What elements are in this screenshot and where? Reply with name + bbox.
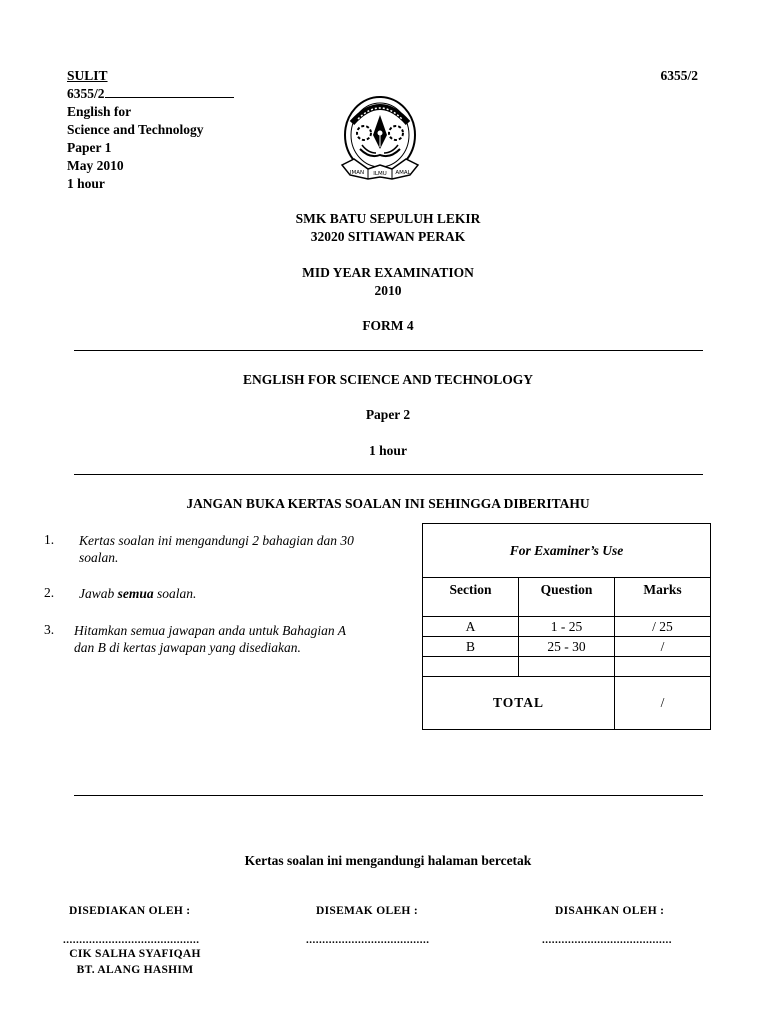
divider-3	[74, 795, 703, 796]
instruction-1-line1: Kertas soalan ini mengandungi 2 bahagian dan 30	[79, 533, 354, 548]
instruction-1	[79, 532, 409, 566]
warning-text: JANGAN BUKA KERTAS SOALAN INI SEHINGGA DIBERITAHU	[186, 496, 590, 511]
exam-duration: 1 hour	[369, 443, 407, 458]
subject-line1: English for	[67, 104, 132, 119]
exam-date: May 2010	[67, 158, 124, 173]
row-empty-marks	[615, 657, 711, 677]
exam-subject: ENGLISH FOR SCIENCE AND TECHNOLOGY	[242, 372, 534, 387]
instruction-2-post: soalan.	[153, 586, 197, 601]
total-value: /	[615, 677, 711, 730]
prepared-by-name-line1: CIK SALHA SYAFIQAH	[69, 948, 201, 960]
crest-motto-center: ILMU	[373, 171, 387, 177]
total-label: TOTAL	[423, 677, 615, 730]
row-a-marks: / 25	[615, 617, 711, 637]
col-header-marks: Marks	[615, 578, 711, 617]
checked-by-label: DISEMAK OLEH :	[316, 905, 418, 917]
instruction-3-line2: dan B di kertas jawapan yang disediakan.	[74, 640, 301, 655]
instruction-1-line2: soalan.	[79, 550, 119, 565]
row-b-marks: /	[615, 637, 711, 657]
instruction-1-number: 1.	[44, 532, 55, 547]
instruction-3-line1: Hitamkan semua jawapan anda untuk Bahagian A	[74, 623, 346, 638]
row-b-section: B	[423, 637, 519, 657]
examiner-table-title: For Examiner’s Use	[423, 524, 711, 578]
row-a-question: 1 - 25	[519, 617, 615, 637]
sulit-label: SULIT	[67, 68, 108, 83]
divider-1	[74, 350, 703, 351]
prepared-by-signature-line: ..........................................	[63, 934, 200, 946]
duration-header: 1 hour	[67, 176, 105, 191]
approved-by-label: DISAHKAN OLEH :	[555, 905, 665, 917]
instruction-2	[79, 585, 196, 602]
checked-by-signature-line: ......................................	[306, 934, 430, 946]
row-empty-section	[423, 657, 519, 677]
paper-code-right: 6355/2	[660, 68, 698, 83]
approved-by-signature-line: ........................................	[542, 934, 672, 946]
examiner-table	[422, 523, 711, 730]
exam-paper: Paper 2	[365, 407, 411, 422]
prepared-by-label: DISEDIAKAN OLEH :	[69, 905, 191, 917]
exam-year: 2010	[374, 283, 402, 298]
paper-code-left: 6355/2	[67, 85, 234, 103]
col-header-section: Section	[423, 578, 519, 617]
row-b-question: 25 - 30	[519, 637, 615, 657]
crest-motto-right: AMAL	[395, 170, 411, 176]
instruction-3	[74, 622, 414, 656]
prepared-by-name-line2: BT. ALANG HASHIM	[76, 964, 194, 976]
row-empty-question	[519, 657, 615, 677]
school-name: SMK BATU SEPULUH LEKIR	[295, 211, 481, 226]
exam-form: FORM 4	[362, 318, 414, 333]
school-address: 32020 SITIAWAN PERAK	[310, 229, 466, 244]
crest-motto-left: IMAN	[349, 170, 365, 176]
page-count-note: Kertas soalan ini mengandungi halaman bercetak	[244, 853, 532, 868]
instruction-2-number: 2.	[44, 585, 55, 600]
school-crest-icon	[340, 93, 420, 188]
exam-title: MID YEAR EXAMINATION	[302, 265, 474, 280]
subject-line2: Science and Technology	[67, 122, 204, 137]
instruction-3-number: 3.	[44, 622, 55, 637]
paper-number: Paper 1	[67, 140, 112, 155]
col-header-question: Question	[519, 578, 615, 617]
divider-2	[74, 474, 703, 475]
row-a-section: A	[423, 617, 519, 637]
instruction-2-pre: Jawab	[79, 586, 118, 601]
instruction-2-emphasis: semua	[117, 586, 154, 601]
